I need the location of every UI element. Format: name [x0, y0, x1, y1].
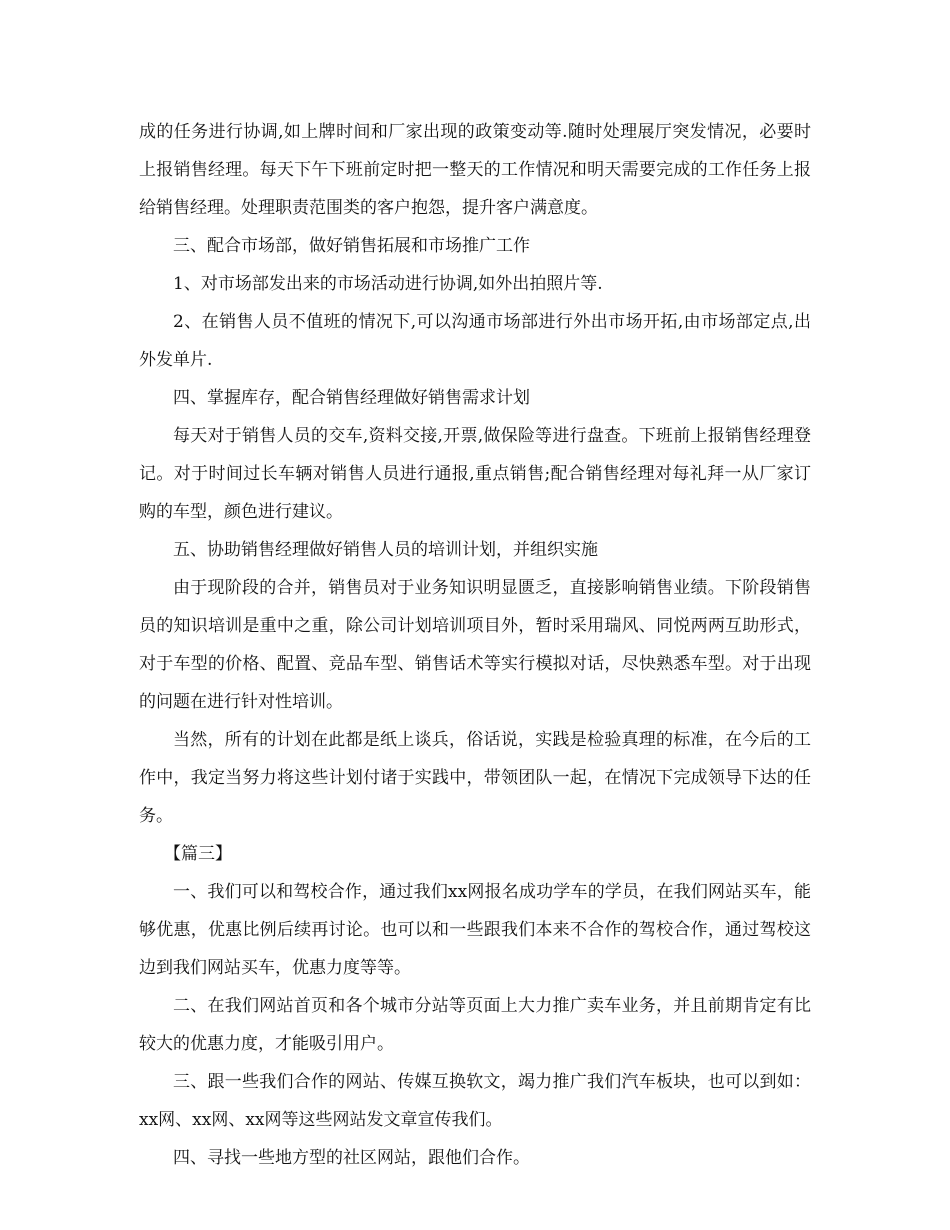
paragraph-point-three: 三、跟一些我们合作的网站、传媒互换软文，竭力推广我们汽车板块，也可以到如：xx网、xx网、xx网等这些网站发文章宣传我们。: [139, 1072, 811, 1130]
paragraph-item-2: 2、在销售人员不值班的情况下,可以沟通市场部进行外出市场开拓,由市场部定点,出外发单片.: [139, 312, 811, 370]
paragraph-conclusion: 当然，所有的计划在此都是纸上谈兵，俗话说，实践是检验真理的标准，在今后的工作中，我定当努力将这些计划付诸于实践中，带领团队一起，在情况下完成领导下达的任务。: [139, 730, 811, 826]
paragraph-training: 由于现阶段的合并，销售员对于业务知识明显匮乏，直接影响销售业绩。下阶段销售员的知识培训是重中之重，除公司计划培训项目外，暂时采用瑞风、同悦两两互助形式，对于车型的价格、配置、竞品车型、销售话术等实行模拟对话，尽快熟悉车型。对于出现的问题在进行针对性培训。: [139, 578, 811, 712]
section-heading-five: 五、协助销售经理做好销售人员的培训计划，并组织实施: [173, 540, 598, 560]
paragraph-point-four: 四、寻找一些地方型的社区网站，跟他们合作。: [173, 1148, 530, 1168]
part-heading: 【篇三】: [164, 844, 232, 864]
paragraph-point-two: 二、在我们网站首页和各个城市分站等页面上大力推广卖车业务，并且前期肯定有比较大的优惠力度，才能吸引用户。: [139, 996, 811, 1054]
document-body: [139, 113, 811, 1177]
section-heading-four: 四、掌握库存，配合销售经理做好销售需求计划: [173, 388, 530, 408]
paragraph-continuation: 成的任务进行协调,如上牌时间和厂家出现的政策变动等.随时处理展厅突发情况，必要时上报销售经理。每天下午下班前定时把一整天的工作情况和明天需要完成的工作任务上报给销售经理。处理职责范围类的客户抱怨，提升客户满意度。: [139, 122, 811, 218]
section-heading-three: 三、配合市场部，做好销售拓展和市场推广工作: [173, 236, 530, 256]
paragraph-item-1: 1、对市场部发出来的市场活动进行协调,如外出拍照片等.: [173, 274, 603, 294]
paragraph-point-one: 一、我们可以和驾校合作，通过我们xx网报名成功学车的学员，在我们网站买车，能够优惠，优惠比例后续再讨论。也可以和一些跟我们本来不合作的驾校合作，通过驾校这边到我们网站买车，优惠力度等等。: [139, 882, 811, 978]
paragraph-inventory: 每天对于销售人员的交车,资料交接,开票,做保险等进行盘查。下班前上报销售经理登记。对于时间过长车辆对销售人员进行通报,重点销售;配合销售经理对每礼拜一从厂家订购的车型，颜色进行建议。: [139, 426, 811, 522]
